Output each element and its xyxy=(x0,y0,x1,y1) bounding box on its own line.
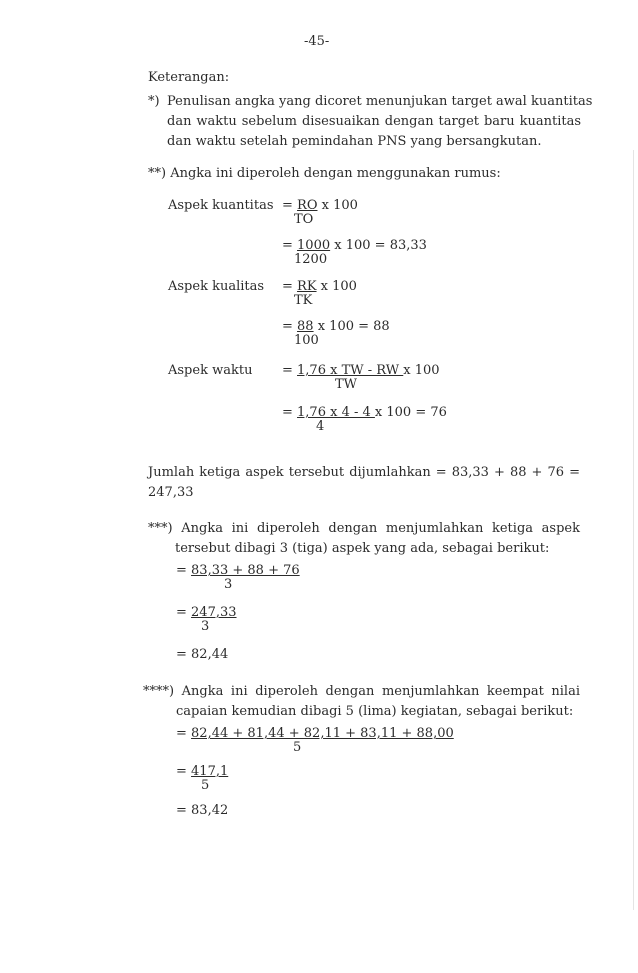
page-edge-line xyxy=(633,150,634,910)
label-aspek-waktu: Aspek waktu xyxy=(168,363,253,378)
kuantitas-formula-denominator: TO xyxy=(294,212,314,227)
waktu-calc-denominator: 4 xyxy=(316,419,325,434)
label-aspek-kualitas: Aspek kualitas xyxy=(168,279,265,294)
kualitas-formula-denominator: TK xyxy=(294,293,313,308)
heading-keterangan: Keterangan: xyxy=(148,70,230,85)
kuantitas-calc-denominator: 1200 xyxy=(294,252,328,267)
note3-result: = 82,44 xyxy=(176,647,229,662)
note4-line-2: capaian kemudian dibagi 5 (lima) kegiatan, sebagai berikut: xyxy=(176,704,574,719)
note2-intro: **) Angka ini diperoleh dengan menggunakan rumus: xyxy=(148,166,501,181)
waktu-calc: = 1,76 x 4 - 4 x 100 = 76 xyxy=(282,405,447,420)
note1-line-2: dan waktu sebelum disesuaikan dengan target baru kuantitas xyxy=(167,114,581,129)
label-aspek-kuantitas: Aspek kuantitas xyxy=(168,198,274,213)
note3-eq2-denominator: 3 xyxy=(201,619,210,634)
note4-eq1-denominator: 5 xyxy=(293,740,302,755)
note4-eq1: = 82,44 + 81,44 + 82,11 + 83,11 + 88,00 xyxy=(176,726,454,741)
kualitas-formula: = RK x 100 xyxy=(282,279,357,294)
sum-line-1: Jumlah ketiga aspek tersebut dijumlahkan = 83,33 + 88 + 76 = xyxy=(148,465,580,480)
waktu-formula-denominator: TW xyxy=(335,377,358,392)
note3-eq2: = 247,33 xyxy=(176,605,237,620)
kuantitas-formula: = RO x 100 xyxy=(282,198,358,213)
note1-line-1: Penulisan angka yang dicoret menunjukan target awal kuantitas xyxy=(167,94,593,109)
note3-eq1: = 83,33 + 88 + 76 xyxy=(176,563,300,578)
sum-line-2: 247,33 xyxy=(148,485,194,500)
note3-eq1-denominator: 3 xyxy=(224,577,233,592)
kuantitas-calc: = 1000 x 100 = 83,33 xyxy=(282,238,427,253)
note4-line-1: ****) Angka ini diperoleh dengan menjumlahkan keempat nilai xyxy=(143,684,580,699)
note4-eq2: = 417,1 xyxy=(176,764,229,779)
note3-line-1: ***) Angka ini diperoleh dengan menjumlahkan ketiga aspek xyxy=(148,521,580,536)
note4-eq2-denominator: 5 xyxy=(201,778,210,793)
note1-line-3: dan waktu setelah pemindahan PNS yang bersangkutan. xyxy=(167,134,542,149)
page-number: -45- xyxy=(304,34,330,49)
note1-marker: *) xyxy=(148,94,160,109)
note4-result: = 83,42 xyxy=(176,803,229,818)
kualitas-calc: = 88 x 100 = 88 xyxy=(282,319,390,334)
kualitas-calc-denominator: 100 xyxy=(294,333,319,348)
waktu-formula: = 1,76 x TW - RW x 100 xyxy=(282,363,440,378)
note3-line-2: tersebut dibagi 3 (tiga) aspek yang ada, sebagai berikut: xyxy=(175,541,550,556)
